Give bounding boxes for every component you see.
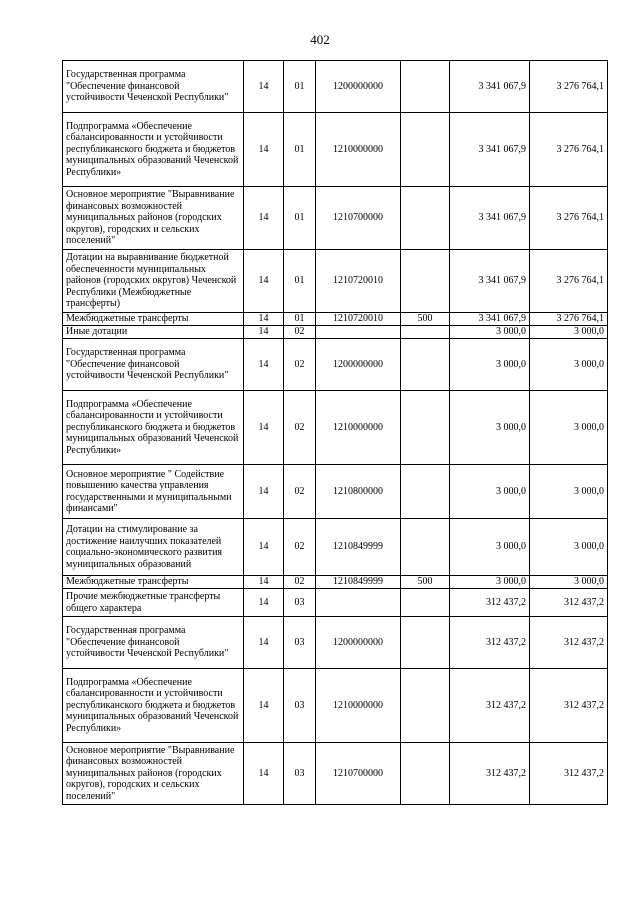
target-code: 1210000000 (316, 669, 401, 743)
amount-year-1: 3 341 067,9 (450, 313, 530, 326)
amount-year-2: 3 276 764,1 (530, 313, 608, 326)
target-code: 1210700000 (316, 187, 401, 250)
budget-table (62, 60, 608, 805)
table-row (63, 339, 608, 391)
expense-type-code (401, 187, 450, 250)
table-row (63, 313, 608, 326)
amount-year-1: 3 341 067,9 (450, 113, 530, 187)
section-code: 14 (244, 743, 284, 805)
amount-year-1: 3 000,0 (450, 519, 530, 576)
subsection-code: 03 (284, 589, 316, 617)
item-name: Дотации на стимулирование за достижение наилучших показателей социально-экономического развития муниципальных образований (63, 519, 244, 576)
item-name: Подпрограмма «Обеспечение сбалансированности и устойчивости республиканского бюджета и бюджетов муниципальных образований Чеченской Республики» (63, 113, 244, 187)
item-name: Прочие межбюджетные трансферты общего характера (63, 589, 244, 617)
target-code: 1210849999 (316, 576, 401, 589)
table-row (63, 576, 608, 589)
expense-type-code: 500 (401, 313, 450, 326)
subsection-code: 02 (284, 391, 316, 465)
amount-year-2: 312 437,2 (530, 617, 608, 669)
amount-year-1: 312 437,2 (450, 589, 530, 617)
target-code: 1210000000 (316, 113, 401, 187)
amount-year-1: 3 341 067,9 (450, 250, 530, 313)
subsection-code: 02 (284, 465, 316, 519)
section-code: 14 (244, 61, 284, 113)
subsection-code: 03 (284, 669, 316, 743)
target-code: 1210700000 (316, 743, 401, 805)
subsection-code: 01 (284, 113, 316, 187)
section-code: 14 (244, 113, 284, 187)
item-name: Государственная программа "Обеспечение финансовой устойчивости Чеченской Республики" (63, 617, 244, 669)
expense-type-code: 500 (401, 576, 450, 589)
page-number: 402 (310, 32, 330, 47)
subsection-code: 01 (284, 187, 316, 250)
amount-year-1: 3 000,0 (450, 465, 530, 519)
table-row (63, 391, 608, 465)
target-code: 1210849999 (316, 519, 401, 576)
item-name: Межбюджетные трансферты (63, 313, 244, 326)
amount-year-1: 3 341 067,9 (450, 61, 530, 113)
amount-year-2: 312 437,2 (530, 743, 608, 805)
amount-year-2: 3 000,0 (530, 339, 608, 391)
expense-type-code (401, 326, 450, 339)
target-code: 1200000000 (316, 61, 401, 113)
subsection-code: 03 (284, 743, 316, 805)
amount-year-1: 312 437,2 (450, 669, 530, 743)
target-code: 1210720010 (316, 250, 401, 313)
expense-type-code (401, 113, 450, 187)
table-row (63, 113, 608, 187)
section-code: 14 (244, 250, 284, 313)
amount-year-1: 312 437,2 (450, 743, 530, 805)
section-code: 14 (244, 339, 284, 391)
subsection-code: 02 (284, 339, 316, 391)
target-code: 1210800000 (316, 465, 401, 519)
expense-type-code (401, 61, 450, 113)
item-name: Межбюджетные трансферты (63, 576, 244, 589)
table-row (63, 465, 608, 519)
amount-year-2: 3 000,0 (530, 465, 608, 519)
section-code: 14 (244, 589, 284, 617)
section-code: 14 (244, 576, 284, 589)
subsection-code: 01 (284, 61, 316, 113)
item-name: Основное мероприятие " Содействие повышению качества управления государственными и муниципальными финансами" (63, 465, 244, 519)
amount-year-1: 3 000,0 (450, 339, 530, 391)
amount-year-2: 3 000,0 (530, 326, 608, 339)
table-row (63, 669, 608, 743)
target-code (316, 326, 401, 339)
amount-year-2: 3 276 764,1 (530, 113, 608, 187)
expense-type-code (401, 669, 450, 743)
expense-type-code (401, 589, 450, 617)
table-row (63, 589, 608, 617)
table-row (63, 617, 608, 669)
section-code: 14 (244, 326, 284, 339)
expense-type-code (401, 465, 450, 519)
section-code: 14 (244, 519, 284, 576)
amount-year-1: 3 000,0 (450, 326, 530, 339)
item-name: Основное мероприятие "Выравнивание финансовых возможностей муниципальных районов (городских округов), городских и сельских поселений" (63, 743, 244, 805)
item-name: Подпрограмма «Обеспечение сбалансированности и устойчивости республиканского бюджета и бюджетов муниципальных образований Чеченской Республики» (63, 669, 244, 743)
table-row (63, 61, 608, 113)
amount-year-2: 3 000,0 (530, 519, 608, 576)
subsection-code: 02 (284, 576, 316, 589)
amount-year-1: 3 000,0 (450, 576, 530, 589)
table-row (63, 250, 608, 313)
expense-type-code (401, 519, 450, 576)
subsection-code: 03 (284, 617, 316, 669)
target-code: 1210000000 (316, 391, 401, 465)
section-code: 14 (244, 617, 284, 669)
subsection-code: 01 (284, 313, 316, 326)
table-row (63, 743, 608, 805)
table-row (63, 187, 608, 250)
amount-year-2: 3 276 764,1 (530, 61, 608, 113)
table-row (63, 326, 608, 339)
subsection-code: 02 (284, 519, 316, 576)
section-code: 14 (244, 391, 284, 465)
amount-year-2: 3 000,0 (530, 391, 608, 465)
item-name: Иные дотации (63, 326, 244, 339)
target-code: 1200000000 (316, 617, 401, 669)
amount-year-2: 3 276 764,1 (530, 250, 608, 313)
amount-year-2: 3 000,0 (530, 576, 608, 589)
table-row (63, 519, 608, 576)
section-code: 14 (244, 187, 284, 250)
expense-type-code (401, 617, 450, 669)
item-name: Дотации на выравнивание бюджетной обеспеченности муниципальных районов (городских округов) Чеченской Республики (Межбюджетные трансферты) (63, 250, 244, 313)
item-name: Государственная программа "Обеспечение финансовой устойчивости Чеченской Республики" (63, 61, 244, 113)
amount-year-1: 3 000,0 (450, 391, 530, 465)
subsection-code: 02 (284, 326, 316, 339)
item-name: Государственная программа "Обеспечение финансовой устойчивости Чеченской Республики" (63, 339, 244, 391)
target-code (316, 589, 401, 617)
amount-year-2: 312 437,2 (530, 669, 608, 743)
section-code: 14 (244, 313, 284, 326)
amount-year-2: 312 437,2 (530, 589, 608, 617)
expense-type-code (401, 250, 450, 313)
target-code: 1200000000 (316, 339, 401, 391)
amount-year-1: 312 437,2 (450, 617, 530, 669)
amount-year-2: 3 276 764,1 (530, 187, 608, 250)
amount-year-1: 3 341 067,9 (450, 187, 530, 250)
item-name: Подпрограмма «Обеспечение сбалансированности и устойчивости республиканского бюджета и бюджетов муниципальных образований Чеченской Республики» (63, 391, 244, 465)
expense-type-code (401, 743, 450, 805)
expense-type-code (401, 339, 450, 391)
section-code: 14 (244, 669, 284, 743)
target-code: 1210720010 (316, 313, 401, 326)
subsection-code: 01 (284, 250, 316, 313)
item-name: Основное мероприятие "Выравнивание финансовых возможностей муниципальных районов (городских округов), городских и сельских поселений" (63, 187, 244, 250)
expense-type-code (401, 391, 450, 465)
section-code: 14 (244, 465, 284, 519)
